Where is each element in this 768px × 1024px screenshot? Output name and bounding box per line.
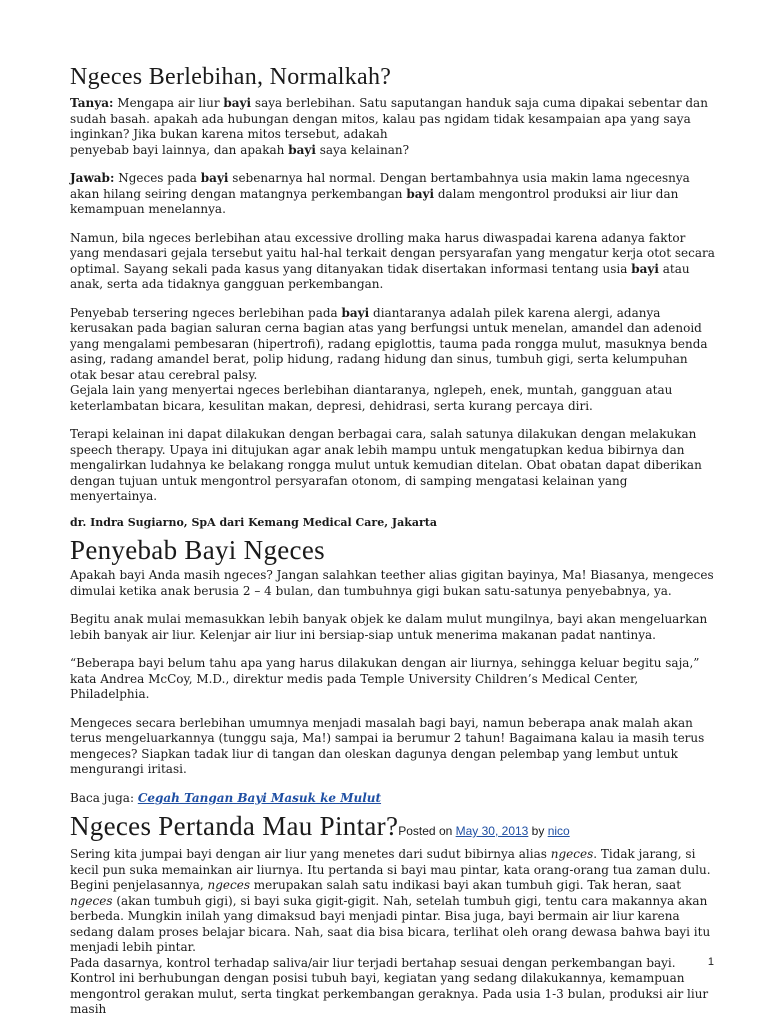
italic-word: ngeces bbox=[550, 847, 594, 861]
bold-word: bayi bbox=[406, 186, 435, 201]
article3-title-text: Ngeces Pertanda Mau Pintar? bbox=[70, 811, 399, 841]
article-title-penyebab-bayi-ngeces: Penyebab Bayi Ngeces bbox=[70, 535, 325, 565]
paragraph-text: . Tidak jarang, si kecil pun suka memainkan air liurnya. Itu pertanda si bayi mau pintar, kata orang-orang tua zaman dulu. Begini penjelasannya, bbox=[70, 847, 711, 892]
bold-word: bayi bbox=[223, 96, 252, 110]
italic-word: ngeces bbox=[207, 878, 250, 892]
jawab-text: sebenarnya hal normal. Dengan bertambahnya usia makin lama ngecesnya akan hilang seiring dengan matangnya perkembangan bbox=[70, 171, 690, 201]
paragraph-text: atau anak, serta ada tidaknya gangguan perkembangan. bbox=[70, 261, 690, 291]
italic-word: ngeces bbox=[70, 893, 113, 908]
posted-meta bbox=[398, 824, 569, 838]
jawab-text: dalam mengontrol produksi air liur dan kemampuan menelannya. bbox=[70, 186, 679, 216]
bold-word: bayi bbox=[200, 171, 229, 185]
bold-word: bayi bbox=[631, 261, 659, 276]
baca-juga-link[interactable]: Cegah Tangan Bayi Masuk ke Mulut bbox=[137, 790, 382, 805]
paragraph-penyebab bbox=[70, 306, 716, 384]
tanya-label: Tanya: bbox=[70, 96, 114, 110]
tanya-text: saya kelainan? bbox=[315, 142, 410, 157]
paragraph-text: Penyebab tersering ngeces berlebihan pada bbox=[70, 305, 342, 320]
bold-word: bayi bbox=[341, 305, 370, 320]
date-link[interactable]: May 30, 2013 bbox=[455, 824, 529, 838]
paragraph-text: Sering kita jumpai bayi dengan air liur yang menetes dari sudut bibirnya alias bbox=[70, 847, 551, 861]
page-number: 1 bbox=[707, 956, 714, 968]
article-title-ngeces-berlebihan: Ngeces Berlebihan, Normalkah? bbox=[70, 64, 392, 90]
paragraph-iritasi: Mengeces secara berlebihan umumnya menjadi masalah bagi bayi, namun beberapa anak malah akan terus mengeluarkannya (tunggu saja, Ma!) sampai ia berumur 2 tahun! Bagaimana kalau ia masih terus mengeces? Siapkan tadak liur di tangan dan oleskan dagunya dengan pelembap yang lembut untuk mengurangi iritasi. bbox=[70, 715, 705, 776]
bold-word: bayi bbox=[288, 142, 316, 157]
article-title-ngeces-pertanda bbox=[70, 812, 716, 845]
jawab-text: Ngeces pada bbox=[114, 171, 201, 185]
paragraph-text: merupakan salah satu indikasi bayi akan tumbuh gigi. Tak heran, saat bbox=[249, 878, 682, 892]
paragraph-kontrol-saliva: Pada dasarnya, kontrol terhadap saliva/air liur terjadi bertahap sesuai dengan perkembangan bayi. Kontrol ini berhubungan dengan posisi tubuh bayi, kegiatan yang sedang dilakukannya, kemampuan mengontrol gerakan mulut, serta tingkat perkembangan geraknya. Pada usia 1-3 bulan, produksi air liur masih bbox=[70, 955, 709, 1016]
tanya-text: penyebab bayi lainnya, dan apakah bbox=[70, 142, 289, 157]
baca-juga-line bbox=[70, 791, 716, 807]
tanya-text: saya berlebihan. Satu saputangan handuk saja cuma dipakai sebentar dan sudah basah. apakah ada hubungan dengan mitos, kalau pas ngidam tidak kesampaian apa yang saya inginkan? Jika bukan karena mitos tersebut, adakah bbox=[70, 96, 708, 141]
baca-juga-label: Baca juga: bbox=[70, 790, 138, 805]
paragraph-excessive-drolling bbox=[70, 231, 716, 293]
document-page bbox=[70, 64, 716, 1018]
paragraph-quote: “Beberapa bayi belum tahu apa yang harus dilakukan dengan air liurnya, sehingga keluar begitu saja,” kata Andrea McCoy, M.D., direktur medis pada Temple University Children’s Medical Center, Philadelphia. bbox=[70, 656, 700, 701]
paragraph-objek: Begitu anak mulai memasukkan lebih banyak objek ke dalam mulut mungilnya, bayi akan mengeluarkan lebih banyak air liur. Kelenjar air liur ini bersiap-siap untuk menerima makanan padat nantinya. bbox=[70, 612, 708, 642]
paragraph-text: diantaranya adalah pilek karena alergi, adanya kerusakan pada bagian saluran cerna bagian atas yang berfungsi untuk menelan, amandel dan adenoid yang mengalami pembesaran (hipertrofi), radang epiglottis, tauma pada rongga mulut, masuknya benda asing, radang amandel berat, polip hidung, radang hidung dan sinus, tumbuh gigi, serta kelumpuhan otak besar atau cerebral palsy. bbox=[70, 305, 708, 382]
by-label: by bbox=[528, 824, 548, 838]
jawab-paragraph bbox=[70, 171, 716, 218]
paragraph-pertanda-pintar bbox=[70, 847, 716, 956]
tanya-text: Mengapa air liur bbox=[113, 96, 224, 110]
jawab-label: Jawab: bbox=[70, 171, 115, 185]
tanya-paragraph bbox=[70, 96, 716, 158]
paragraph-gejala: Gejala lain yang menyertai ngeces berlebihan diantaranya, nglepeh, enek, muntah, gangguan atau keterlambatan bicara, kesulitan makan, depresi, dehidrasi, serta kurang percaya diri. bbox=[70, 383, 673, 413]
paragraph-teether: Apakah bayi Anda masih ngeces? Jangan salahkan teether alias gigitan bayinya, Ma! Biasanya, mengeces dimulai ketika anak berusia 2 – 4 bulan, dan tumbuhnya gigi bukan satu-satunya penyebabnya, ya. bbox=[70, 568, 714, 598]
author-link[interactable]: nico bbox=[547, 824, 570, 838]
author-signature: dr. Indra Sugiarno, SpA dari Kemang Medical Care, Jakarta bbox=[70, 515, 437, 529]
posted-on-label: Posted on bbox=[398, 824, 456, 838]
paragraph-text: (akan tumbuh gigi), si bayi suka gigit-gigit. Nah, setelah tumbuh gigi, tentu cara makannya akan berbeda. Mungkin inilah yang dimaksud bayi menjadi pintar. Bisa juga, bayi bermain air liur karena sedang dalam proses belajar bicara. Nah, saat dia bisa bicara, terlihat oleh orang dewasa bahwa bayi itu menjadi lebih pintar. bbox=[70, 893, 711, 954]
paragraph-text: Namun, bila ngeces berlebihan atau excessive drolling maka harus diwaspadai karena adanya faktor yang mendasari gejala tersebut yaitu hal-hal terkait dengan persyarafan yang mengatur kerja otot secara optimal. Sayang sekali pada kasus yang ditanyakan tidak disertakan informasi tentang usia bbox=[70, 230, 715, 276]
paragraph-terapi: Terapi kelainan ini dapat dilakukan dengan berbagai cara, salah satunya dilakukan dengan melakukan speech therapy. Upaya ini ditujukan agar anak lebih mampu untuk mengatupkan kedua bibirnya dan mengalirkan ludahnya ke belakang rongga mulut untuk kemudian ditelan. Obat obatan dapat diberikan dengan tujuan untuk mengontrol persyarafan otonom, di samping mengatasi kelainan yang menyertainya. bbox=[70, 427, 702, 503]
